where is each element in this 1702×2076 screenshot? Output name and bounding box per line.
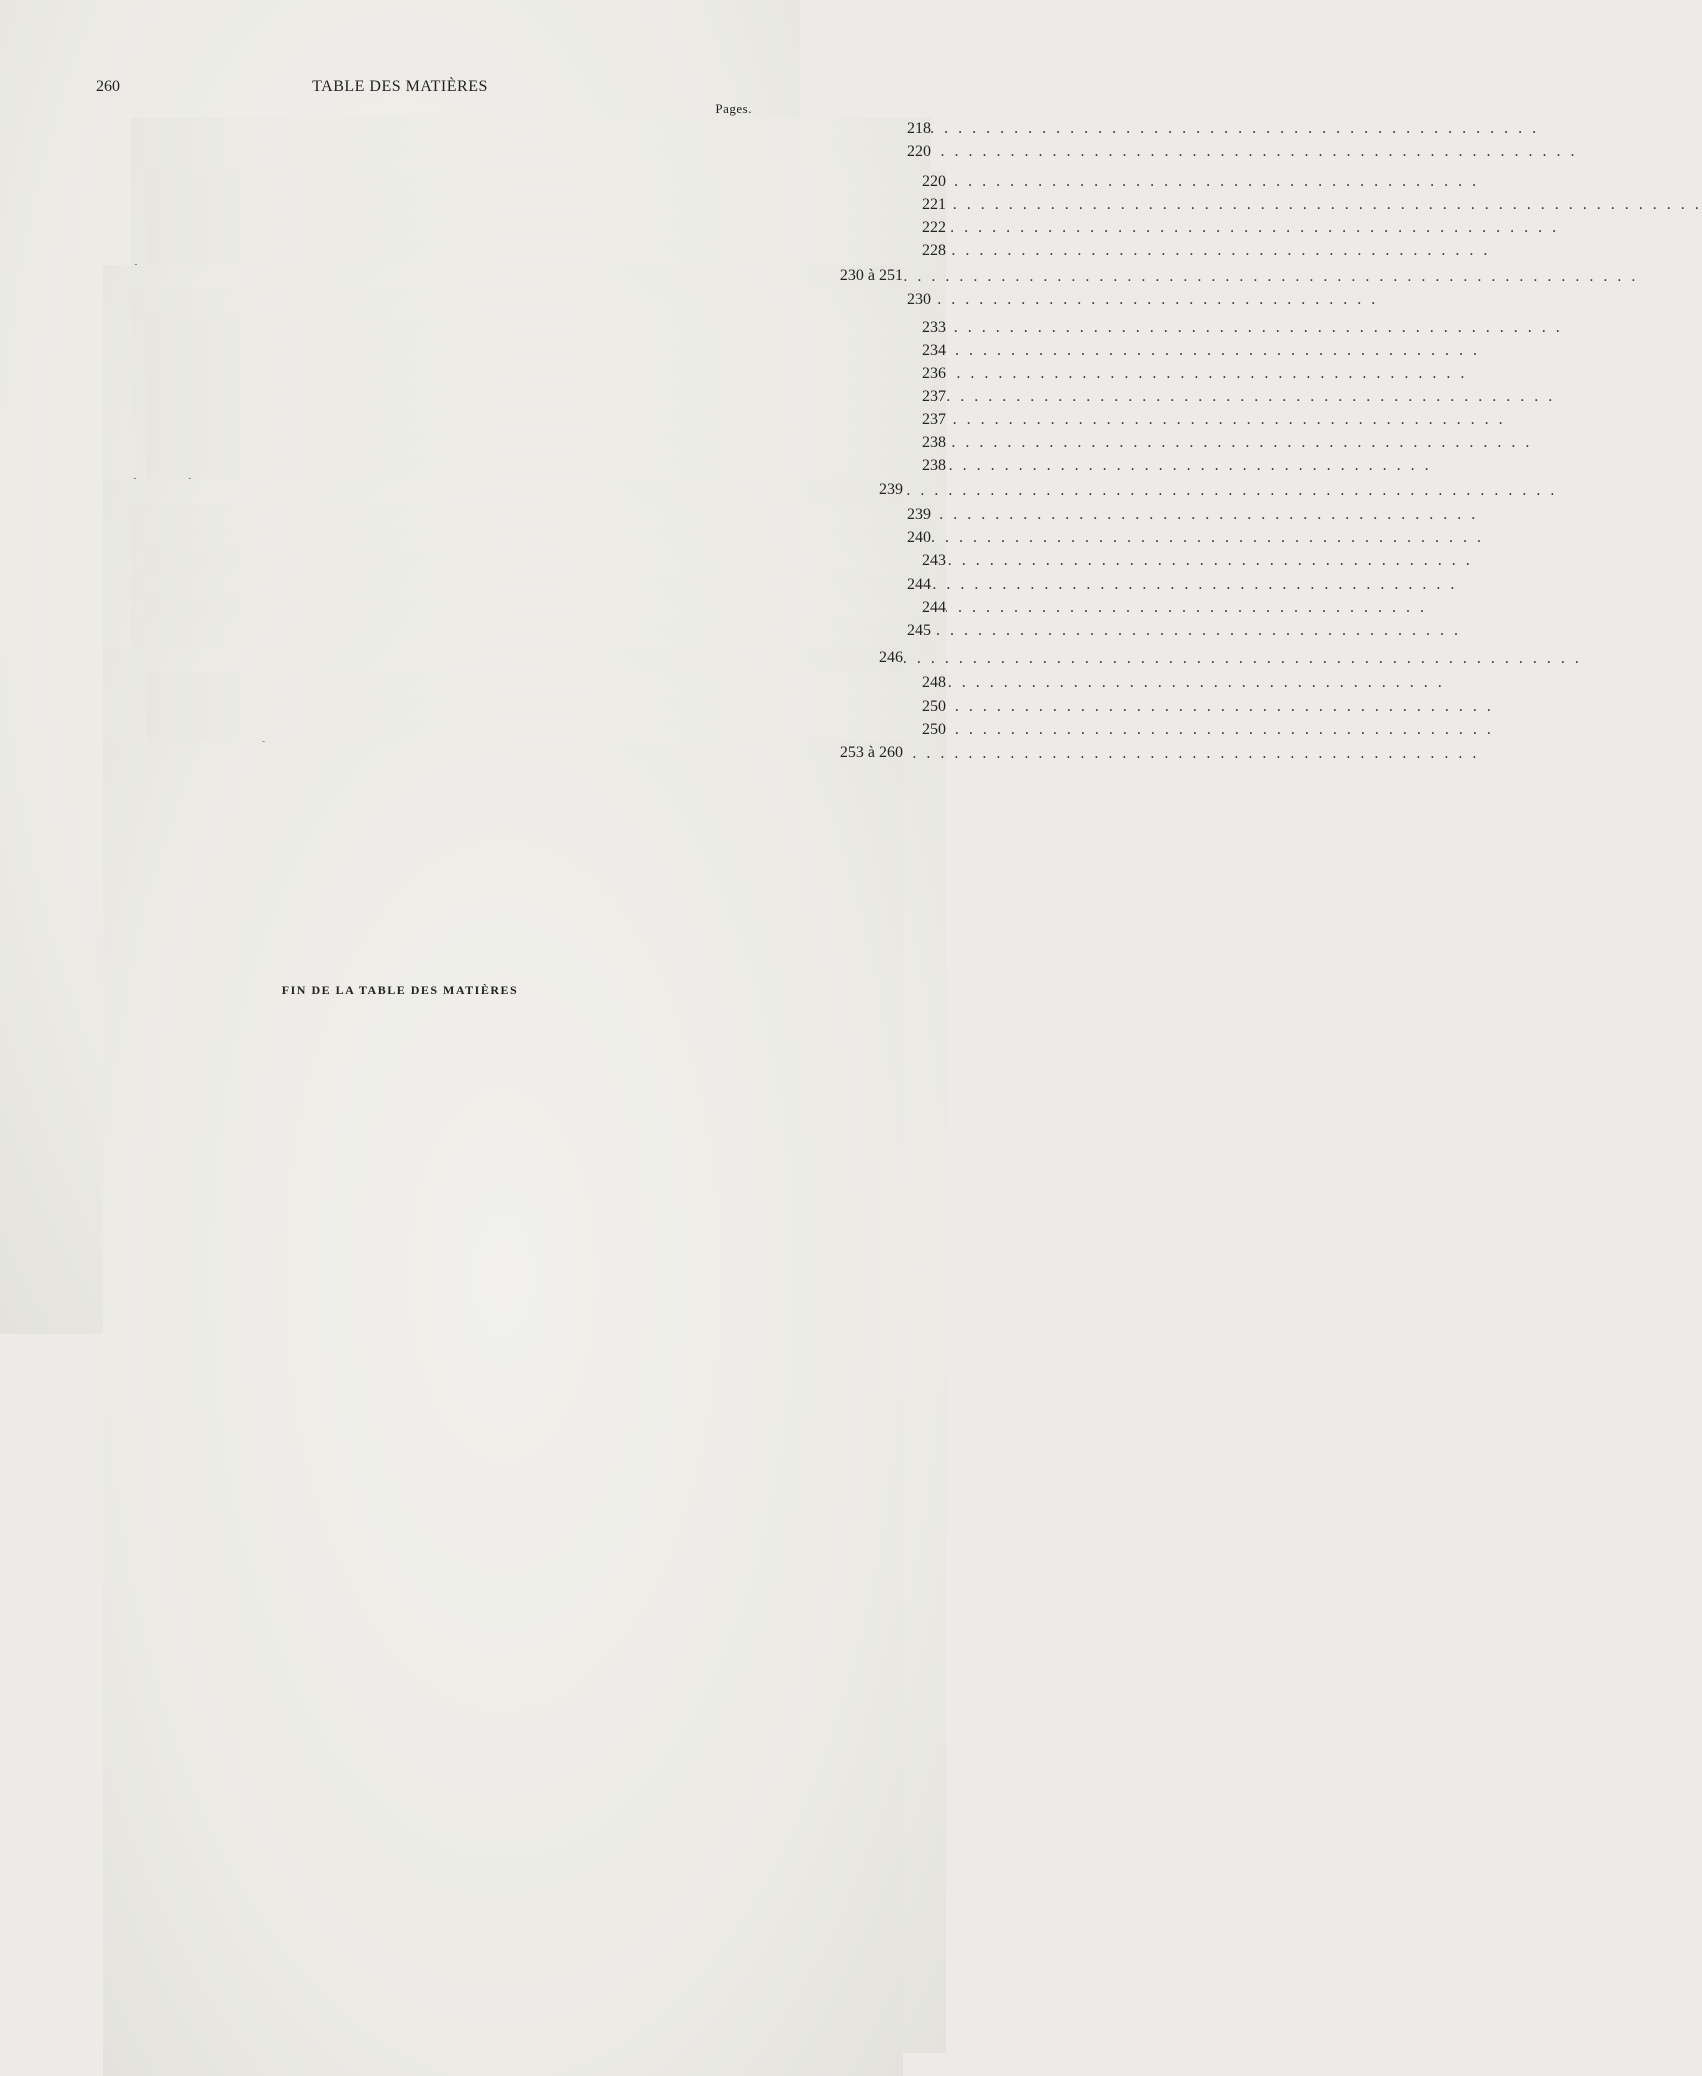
- toc-entry: [146, 171, 946, 193]
- toc-entry-page: 239: [103, 479, 903, 1813]
- toc-section-entry: [103, 647, 903, 669]
- toc-entry-page: 250: [146, 696, 946, 2030]
- toc-entry: [146, 455, 946, 477]
- toc-entry-page: 245: [131, 620, 931, 1954]
- toc-entry-page: 244: [146, 597, 946, 1931]
- toc-entry-page: 237: [146, 386, 946, 1720]
- toc-entry-page: 222: [146, 217, 946, 1551]
- toc-entry-page: 250: [146, 719, 946, 2053]
- toc-entry-page: 244: [131, 574, 931, 1908]
- book-page: [0, 0, 946, 1334]
- toc-entry-page: 220: [131, 141, 931, 1475]
- toc-entry: [146, 386, 946, 408]
- toc-entry: [146, 719, 946, 741]
- toc-entry: [131, 118, 931, 140]
- toc-entry-page: 220: [146, 171, 946, 1505]
- toc-entry-page: 230: [131, 289, 931, 1623]
- toc-entry-page: 246: [103, 647, 903, 1981]
- page-title: TABLE DES MATIÈRES: [312, 78, 488, 95]
- toc-entry-page: 239: [131, 504, 931, 1838]
- toc-entry-page: 236: [146, 363, 946, 1697]
- toc-entry-page: 237: [146, 409, 946, 1743]
- toc-entry: [146, 409, 946, 431]
- toc-entry: [146, 597, 946, 619]
- toc-entry: [131, 527, 931, 549]
- toc-entry: [146, 363, 946, 385]
- toc-entry: [131, 620, 931, 642]
- toc-entry: [146, 340, 946, 362]
- toc-entry: [146, 432, 946, 454]
- toc-entry-page: 240: [131, 527, 931, 1861]
- toc-entry-page: 228: [146, 240, 946, 1574]
- toc-entry: [146, 696, 946, 718]
- toc-section-entry: [103, 742, 903, 764]
- toc-entry-page: 243: [146, 550, 946, 1884]
- toc-entry-page: 218: [131, 118, 931, 1452]
- toc-section-entry: [103, 479, 903, 501]
- toc-entry: [131, 574, 931, 596]
- end-of-table-note: FIN DE LA TABLE DES MATIÈRES: [281, 983, 519, 997]
- toc-entry: [146, 317, 946, 339]
- page-number: 260: [96, 78, 120, 95]
- toc-entry-page: 233: [146, 317, 946, 1651]
- toc-entry: [131, 141, 931, 163]
- toc-entry: [146, 240, 946, 262]
- toc-entry: [146, 672, 946, 694]
- toc-entry: [146, 550, 946, 572]
- pages-column-label: Pages.: [715, 101, 752, 116]
- running-head: [0, 78, 800, 102]
- toc-entry-page: 234: [146, 340, 946, 1674]
- toc-entry-page: 253 à 260: [103, 742, 903, 2076]
- toc-entry: [146, 194, 946, 216]
- toc-section-entry: [103, 265, 903, 287]
- toc-entry-page: 238: [146, 432, 946, 1766]
- toc-entry-page: 248: [146, 672, 946, 2006]
- toc-entry-page: 221: [146, 194, 946, 1528]
- toc-entry: [131, 289, 931, 311]
- toc-entry-page: 230 à 251: [103, 265, 903, 1599]
- toc-entry: [146, 217, 946, 239]
- toc-entry: [131, 504, 931, 526]
- toc-entry-page: 238: [146, 455, 946, 1789]
